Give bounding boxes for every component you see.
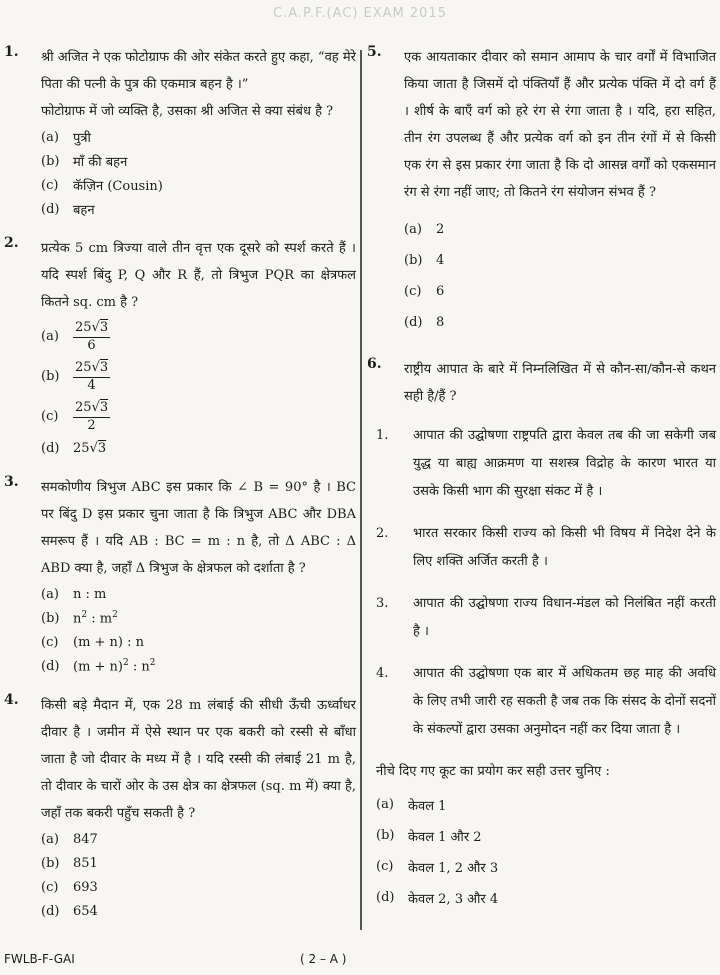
option-text: 4: [436, 253, 445, 268]
option-a: [404, 214, 720, 245]
option-d: [41, 654, 360, 678]
option-label: (d): [41, 658, 60, 674]
exam-header: C.A.P.F.(AC) EXAM 2015: [273, 6, 447, 21]
paper-code: FWLB-F-GAI: [4, 952, 75, 966]
question-text: किसी बड़े मैदान में, एक 28 m लंबाई की सीधी ऊँची ऊर्ध्वाधर दीवार है । जमीन में ऐसे स्थान पर एक बकरी को रस्सी से बाँधा जाता है जो दीवार के मध्य में है । यदि रस्सी की लंबाई 21 m है, तो दीवार के चारों ओर के उस क्षेत्र का क्षेत्रफल (sq. m में) क्या है, जहाँ तक बकरी पहुँच सकती है ?: [41, 698, 356, 821]
option-label: (c): [41, 634, 59, 650]
option-label: (d): [41, 903, 60, 919]
option-label: (c): [41, 408, 59, 424]
option-label: (a): [41, 129, 59, 145]
option-label: (b): [41, 368, 60, 384]
option-a: [41, 827, 360, 851]
option-label: (a): [376, 797, 394, 812]
option-label: (b): [41, 610, 60, 626]
option-a: [41, 125, 360, 149]
options: [41, 316, 360, 460]
option-b: [41, 851, 360, 875]
question-2: [0, 235, 360, 460]
options: [41, 827, 360, 923]
question-text-para: फोटोग्राफ में जो व्यक्ति है, उसका श्री अजित से क्या संबंध है ?: [41, 104, 334, 119]
option-text: 693: [73, 879, 98, 895]
option-text: 8: [436, 315, 445, 330]
option-text: बहन: [73, 203, 95, 218]
option-text: केवल 1, 2 और 3: [408, 860, 499, 876]
option-text: माँ की बहन: [73, 155, 128, 170]
option-label: (b): [41, 855, 60, 871]
question-1: [0, 44, 360, 221]
fraction: $\frac{25√3}{2}$: [75, 399, 109, 433]
options: [404, 214, 720, 338]
option-label: (c): [41, 879, 59, 895]
option-label: (b): [376, 828, 395, 843]
option-c: [404, 276, 720, 307]
fraction: $\frac{25√3}{4}$: [75, 359, 109, 393]
option-text: 2: [436, 222, 445, 237]
question-text: समकोणीय त्रिभुज ABC इस प्रकार कि ∠ B = 90° है । BC पर बिंदु D इस प्रकार चुना जाता है कि त्रिभुज ABC और DBA समरूप हैं । यदि AB : BC = m : n है, तो Δ ABC : Δ ABD क्या है, जहाँ Δ त्रिभुज के क्षेत्रफल को दर्शाता है ?: [41, 480, 356, 576]
option-text: 851: [73, 855, 98, 871]
option-label: (a): [404, 222, 422, 237]
option-c: [41, 396, 360, 436]
question-number: 5.: [367, 44, 382, 60]
column-divider: [360, 50, 362, 930]
option-text: कॅज़िन (Cousin): [73, 179, 163, 194]
question-text: प्रत्येक 5 cm त्रिज्या वाले तीन वृत्त एक दूसरे को स्पर्श करते हैं । यदि स्पर्श बिंदु P, Q और R हैं, तो त्रिभुज PQR का क्षेत्रफल कितने sq. cm है ?: [41, 241, 356, 310]
option-text: केवल 2, 3 और 4: [408, 891, 499, 907]
statements: [376, 422, 720, 744]
question-text: एक आयताकार दीवार को समान आमाप के चार वर्गों में विभाजित किया जाता है जिसमें दो पंक्तियाँ हैं और प्रत्येक पंक्ति में दो वर्ग हैं । शीर्ष के बाएँ वर्ग को हरे रंग से रंगा जाता है । यदि, हरा सहित, तीन रंग उपलब्ध हैं और प्रत्येक वर्ग को इन तीन रंगों में से किसी एक रंग से इस प्रकार रंगा जाता है कि दो आसन्न वर्गों को एकसमान रंग से रंगा नहीं जाए; तो कितने रंग संयोजन संभव हैं ?: [404, 50, 716, 200]
statement-2: 2. भारत सरकार किसी राज्य को किसी भी विषय में निदेश देने के लिए शक्ति अर्जित करती है ।: [376, 526, 716, 569]
option-label: (c): [41, 177, 59, 193]
options: [376, 789, 720, 913]
option-text: केवल 1: [408, 798, 447, 814]
option-label: (b): [41, 153, 60, 169]
option-text: केवल 1 और 2: [408, 829, 482, 845]
option-label: (d): [41, 440, 60, 456]
option-label: (c): [376, 859, 394, 874]
option-text: पुत्री: [73, 131, 91, 146]
option-d: [376, 882, 720, 913]
instruction: नीचे दिए गए कूट का प्रयोग कर सही उत्तर चुनिए :: [376, 764, 610, 779]
question-number: 3.: [4, 474, 19, 490]
option-d: [404, 307, 720, 338]
option-b: [41, 356, 360, 396]
option-a: [41, 582, 360, 606]
question-4: [0, 692, 360, 923]
question-number: 6.: [367, 356, 382, 372]
statement-4: 4. आपात की उद्घोषणा एक बार में अधिकतम छह माह की अवधि के लिए तभी जारी रह सकती है जब तक कि संसद के दोनों सदनों के संकल्पों द्वारा उसका अनुमोदन नहीं कर दिया जाता है ।: [376, 666, 716, 737]
question-text: [41, 44, 360, 125]
page-number: ( 2 – A ): [300, 952, 347, 966]
option-label: (c): [404, 284, 422, 299]
option-b: [41, 149, 360, 173]
option-text: 6: [436, 284, 445, 299]
option-c: [376, 851, 720, 882]
options: [41, 125, 360, 221]
option-text: 654: [73, 903, 98, 919]
option-text: (m + n) : n: [73, 634, 145, 650]
option-label: (d): [41, 201, 60, 217]
right-column: [363, 44, 720, 927]
question-number: 2.: [4, 235, 19, 251]
option-a: [376, 789, 720, 820]
option-d: [41, 436, 360, 460]
question-5: [363, 44, 720, 338]
option-label: (a): [41, 328, 59, 344]
option-c: [41, 630, 360, 654]
option-text: n : m: [73, 586, 107, 602]
option-c: [41, 875, 360, 899]
option-label: (a): [41, 831, 59, 847]
question-number: 4.: [4, 692, 19, 708]
option-b: [376, 820, 720, 851]
option-label: (d): [404, 315, 423, 330]
option-c: [41, 173, 360, 197]
left-column: [0, 44, 360, 937]
root-expression: 25√3: [73, 440, 107, 456]
option-label: (d): [376, 890, 395, 905]
option-text: 847: [73, 831, 98, 847]
question-3: [0, 474, 360, 678]
statement-1: 1. आपात की उद्घोषणा राष्ट्रपति द्वारा केवल तब की जा सकेगी जब युद्ध या बाह्य आक्रमण या सशस्त्र विद्रोह के कारण भारत या उसके किसी भाग की सुरक्षा संकट में है ।: [376, 428, 716, 499]
options: [41, 582, 360, 678]
option-b: [41, 606, 360, 630]
option-label: (b): [404, 253, 423, 268]
question-number: 1.: [4, 44, 19, 60]
option-d: [41, 899, 360, 923]
option-text: $n^2$ : $m^2$: [73, 609, 118, 627]
question-6: [363, 356, 720, 913]
option-text: $(m + n)^2$ : $n^2$: [73, 657, 156, 675]
option-d: [41, 197, 360, 221]
option-a: [41, 316, 360, 356]
question-text: राष्ट्रीय आपात के बारे में निम्नलिखित में से कौन-सा/कौन-से कथन सही है/हैं ?: [404, 362, 716, 404]
statement-3: 3. आपात की उद्घोषणा राज्य विधान-मंडल को निलंबित नहीं करती है ।: [376, 596, 716, 639]
option-b: [404, 245, 720, 276]
fraction: $\frac{25√3}{6}$: [75, 319, 109, 353]
option-label: (a): [41, 586, 59, 602]
question-text-para: श्री अजित ने एक फोटोग्राफ की ओर संकेत करते हुए कहा, “वह मेरे पिता की पत्नी के पुत्र की एकमात्र बहन है ।”: [41, 50, 356, 92]
